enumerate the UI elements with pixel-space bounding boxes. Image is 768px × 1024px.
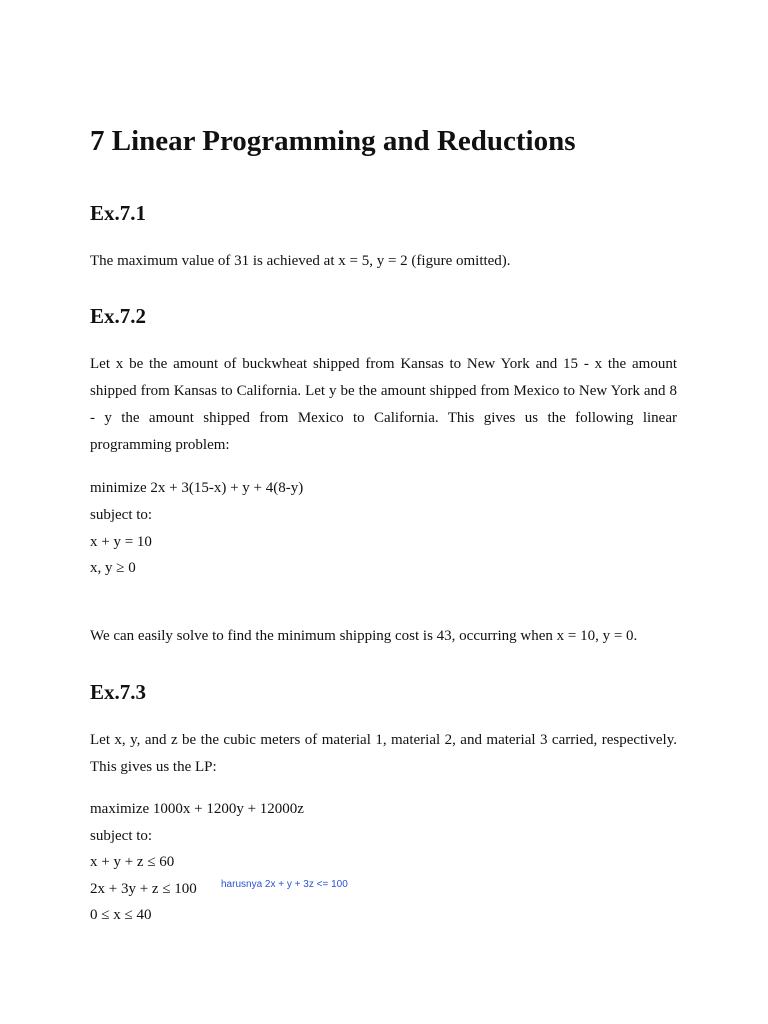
lp-constraint: 2x + 3y + z ≤ 100 (90, 881, 197, 897)
lp-subject-to: subject to: (90, 828, 153, 844)
exercise-heading-7-1: Ex.7.1 (90, 201, 147, 225)
handwritten-annotation: harusnya 2x + y + 3z <= 100 (221, 879, 348, 890)
chapter-title: 7 Linear Programming and Reductions (90, 125, 576, 157)
lp-objective: maximize 1000x + 1200y + 12000z (90, 801, 304, 817)
lp-constraint: x + y + z ≤ 60 (90, 854, 175, 870)
exercise-7-3-text: Let x, y, and z be the cubic meters of material 1, material 2, and material 3 carried, respectively. This gives us the LP: (90, 732, 677, 775)
exercise-7-1-text: The maximum value of 31 is achieved at x = 5, y = 2 (figure omitted). (90, 253, 511, 269)
lp-objective: minimize 2x + 3(15-x) + y + 4(8-y) (90, 480, 304, 496)
exercise-heading-7-2: Ex.7.2 (90, 304, 147, 328)
lp-subject-to: subject to: (90, 507, 153, 523)
exercise-heading-7-3: Ex.7.3 (90, 680, 147, 704)
exercise-7-2-conclusion: We can easily solve to find the minimum shipping cost is 43, occurring when x = 10, y = 0. (90, 628, 638, 644)
lp-constraint: x, y ≥ 0 (90, 560, 136, 576)
lp-constraint: 0 ≤ x ≤ 40 (90, 907, 152, 923)
lp-constraint: x + y = 10 (90, 534, 152, 550)
exercise-7-2-text: Let x be the amount of buckwheat shipped from Kansas to New York and 15 - x the amount shipped from Kansas to California. Let y be the amount shipped from Mexico to New York and 8 - y the amount shipped from Mexico to California. This gives us the following linear programming problem: (90, 356, 677, 453)
